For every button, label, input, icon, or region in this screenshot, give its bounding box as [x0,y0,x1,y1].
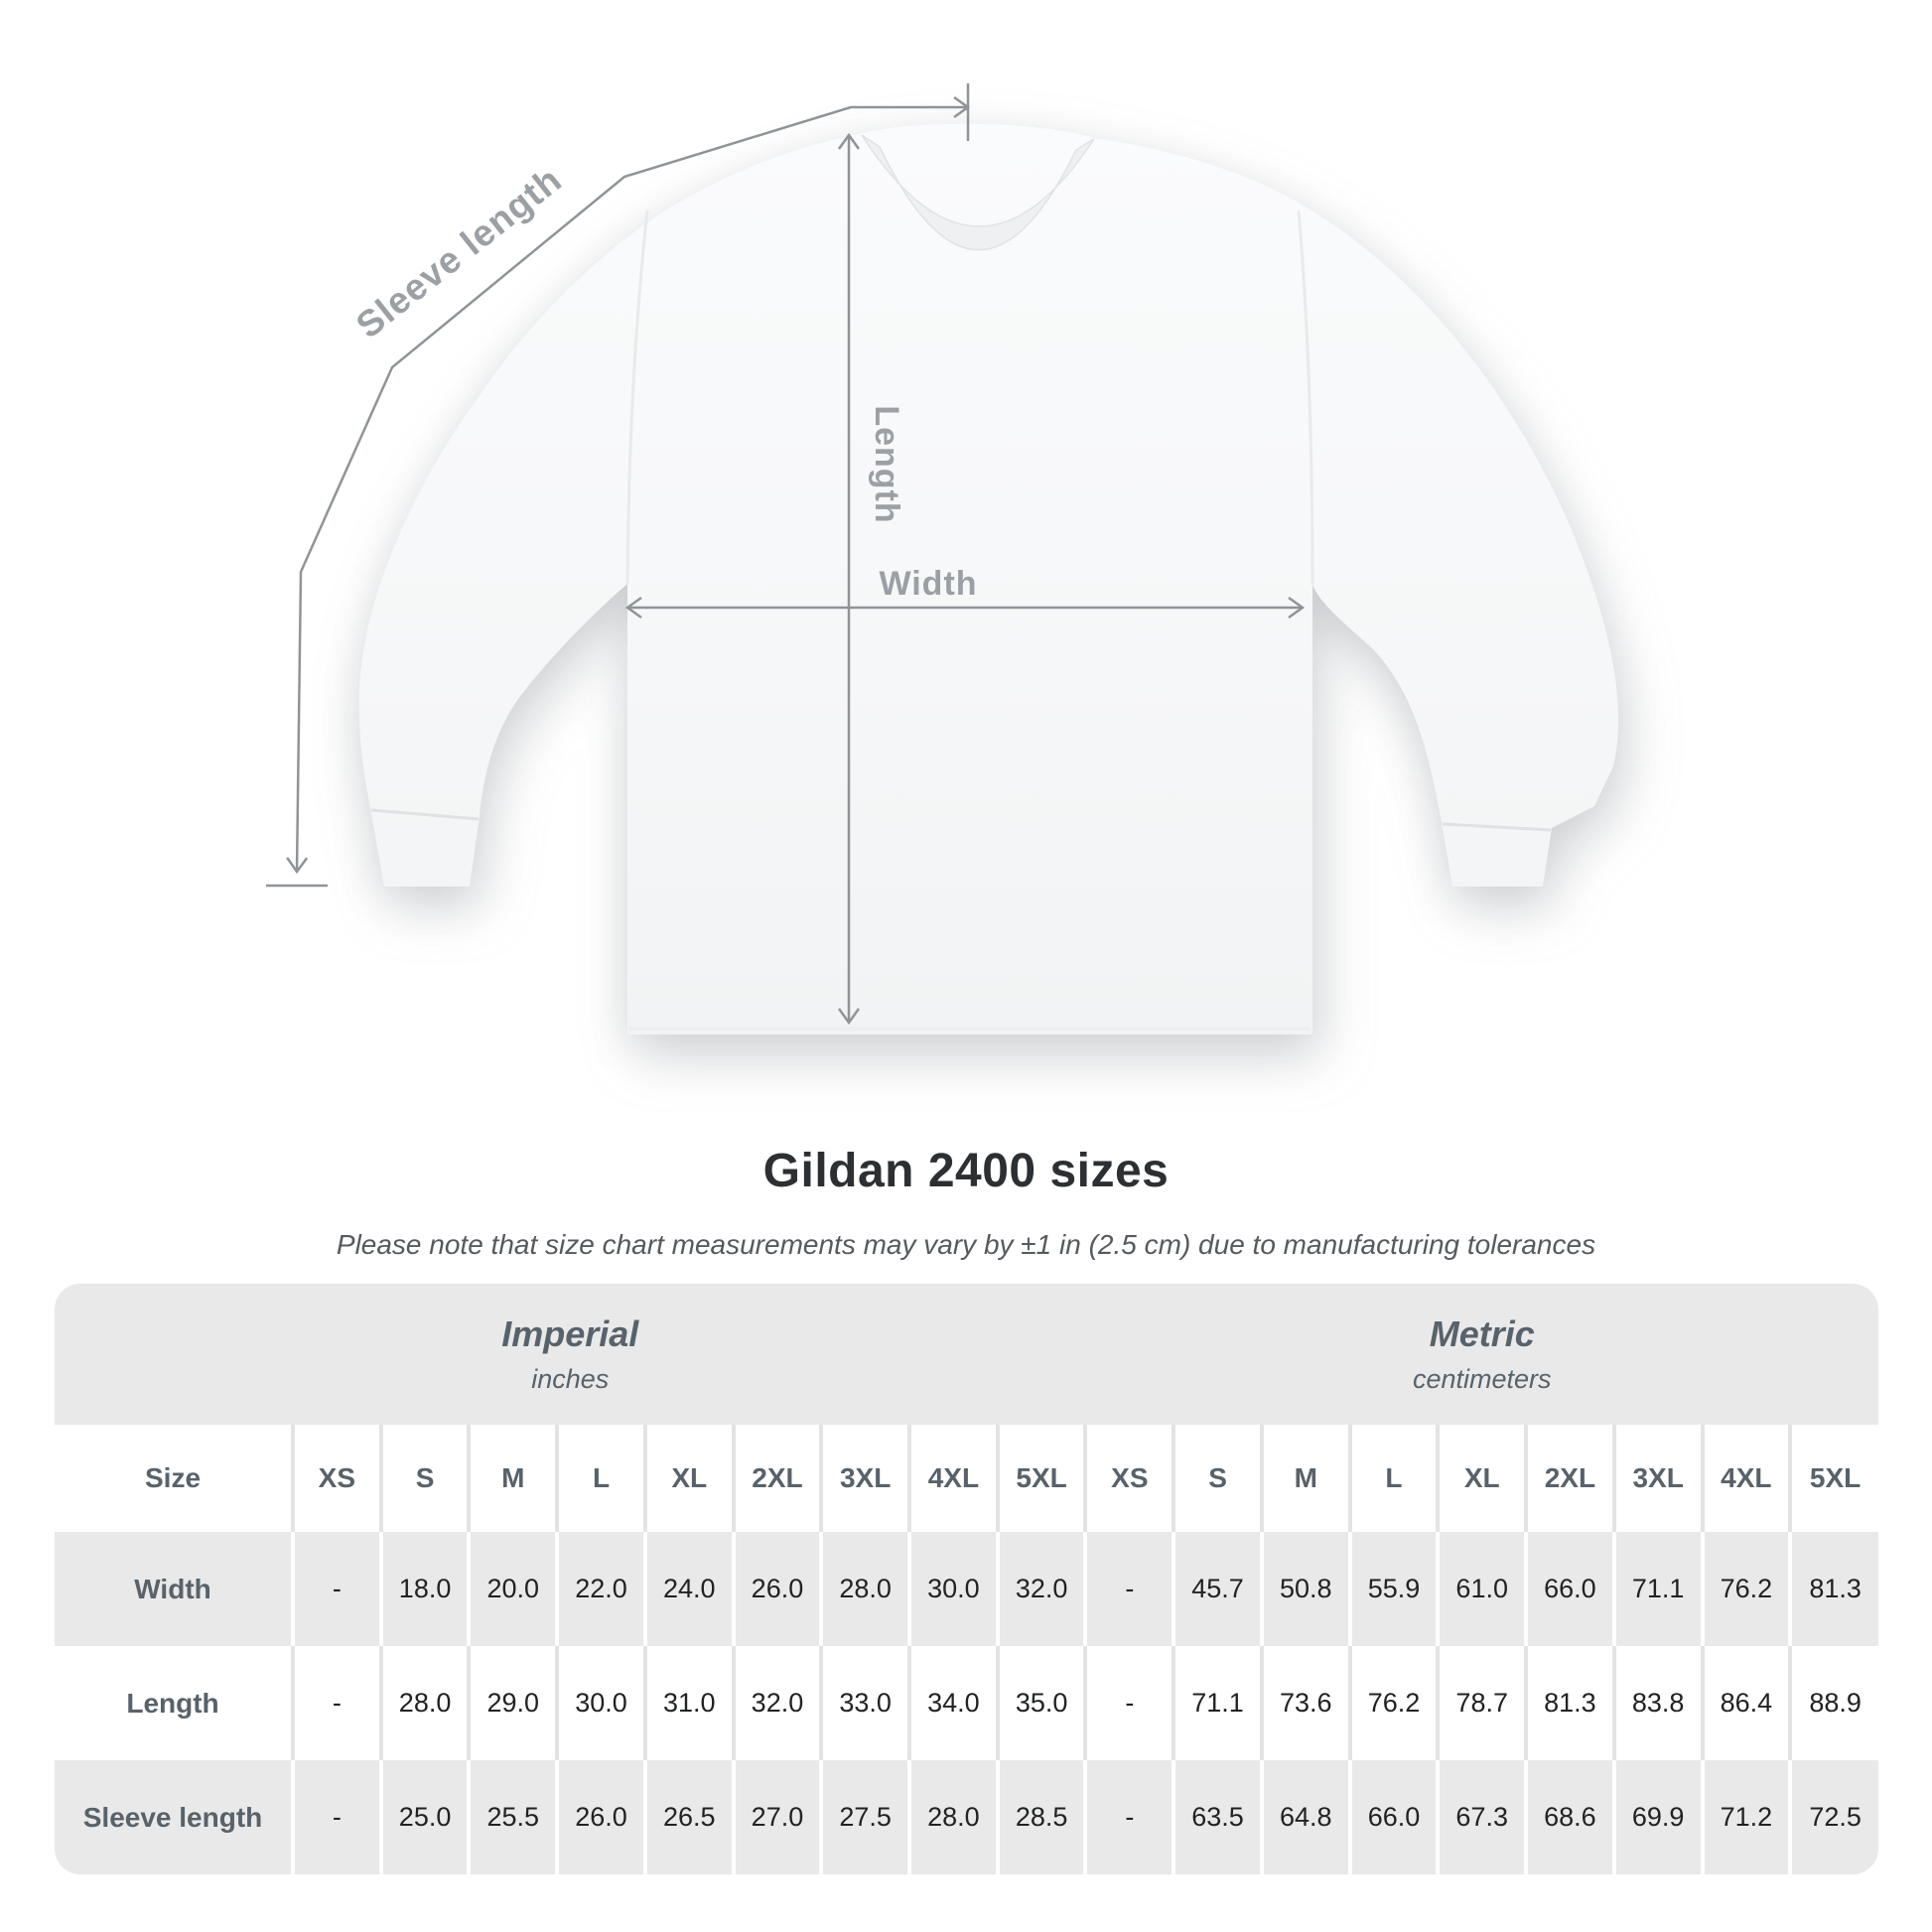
value-cell: 83.8 [1614,1646,1703,1760]
column-header-metric-m: M [1262,1425,1350,1532]
value-cell: 86.4 [1703,1646,1791,1760]
value-cell: 45.7 [1173,1532,1262,1646]
value-cell: 50.8 [1262,1532,1350,1646]
value-cell: 55.9 [1350,1532,1439,1646]
value-cell: 69.9 [1614,1760,1703,1874]
value-cell: 32.0 [734,1646,822,1760]
row-label: Length [126,1687,219,1719]
column-header-imperial-3xl: 3XL [821,1425,909,1532]
column-header-metric-xl: XL [1438,1425,1526,1532]
size-table-container [55,1284,1878,1874]
value-cell: - [293,1646,381,1760]
table-row-width [55,1532,1878,1646]
value-cell: 63.5 [1173,1760,1262,1874]
value-cell: 31.0 [645,1646,734,1760]
value-cell: 71.2 [1703,1760,1791,1874]
value-cell: - [293,1760,381,1874]
value-cell: - [1085,1646,1173,1760]
row-label: Width [134,1573,211,1604]
imperial-sublabel: inches [531,1363,610,1394]
value-cell: 34.0 [909,1646,998,1760]
column-header-imperial-l: L [557,1425,645,1532]
value-cell: 68.6 [1526,1760,1614,1874]
value-cell: 26.0 [557,1760,645,1874]
value-cell: 22.0 [557,1532,645,1646]
value-cell: 66.0 [1350,1760,1439,1874]
value-cell: 33.0 [821,1646,909,1760]
column-header-metric-xs: XS [1085,1425,1173,1532]
value-cell: 24.0 [645,1532,734,1646]
column-header-metric-5xl: 5XL [1790,1425,1878,1532]
column-header-imperial-m: M [469,1425,557,1532]
value-cell: 25.5 [469,1760,557,1874]
value-cell: 26.0 [734,1532,822,1646]
metric-group-header [1085,1284,1878,1425]
value-cell: 26.5 [645,1760,734,1874]
shirt-silhouette [359,124,1618,1035]
value-cell: 20.0 [469,1532,557,1646]
value-cell: 35.0 [998,1646,1086,1760]
value-cell: 72.5 [1790,1760,1878,1874]
column-header-imperial-4xl: 4XL [909,1425,998,1532]
value-cell: - [1085,1760,1173,1874]
column-header-metric-3xl: 3XL [1614,1425,1703,1532]
size-corner-header: Size [144,1462,202,1493]
column-header-metric-4xl: 4XL [1703,1425,1791,1532]
sleeve-length-label: Sleeve length [348,158,570,346]
value-cell: 67.3 [1438,1760,1526,1874]
column-header-imperial-xl: XL [645,1425,734,1532]
column-header-imperial-5xl: 5XL [998,1425,1086,1532]
value-cell: 18.0 [381,1532,470,1646]
value-cell: 27.0 [734,1760,822,1874]
value-cell: 61.0 [1438,1532,1526,1646]
column-header-metric-s: S [1173,1425,1262,1532]
value-cell: 88.9 [1790,1646,1878,1760]
value-cell: 76.2 [1350,1646,1439,1760]
column-header-imperial-xs: XS [293,1425,381,1532]
value-cell: - [293,1532,381,1646]
row-label: Sleeve length [82,1801,263,1833]
table-row-length [55,1646,1878,1760]
column-header-metric-l: L [1350,1425,1439,1532]
value-cell: 30.0 [557,1646,645,1760]
imperial-label: Imperial [501,1312,639,1354]
column-header-imperial-2xl: 2XL [734,1425,822,1532]
value-cell: 66.0 [1526,1532,1614,1646]
value-cell: 73.6 [1262,1646,1350,1760]
page-title: Gildan 2400 sizes [762,1145,1170,1197]
page-subtitle: Please note that size chart measurements may vary by ±1 in (2.5 cm) due to manufacturing tolerances [336,1229,1596,1260]
size-columns-row [55,1425,1878,1532]
metric-sublabel: centimeters [1412,1363,1552,1394]
value-cell: 27.5 [821,1760,909,1874]
value-cell: 76.2 [1703,1532,1791,1646]
value-cell: 28.0 [909,1760,998,1874]
value-cell: 28.0 [821,1532,909,1646]
length-label: Length [868,405,905,524]
column-header-metric-2xl: 2XL [1526,1425,1614,1532]
value-cell: 64.8 [1262,1760,1350,1874]
value-cell: 30.0 [909,1532,998,1646]
value-cell: - [1085,1532,1173,1646]
column-header-imperial-s: S [381,1425,470,1532]
value-cell: 29.0 [469,1646,557,1760]
value-cell: 81.3 [1526,1646,1614,1760]
size-table [55,1284,1878,1874]
value-cell: 78.7 [1438,1646,1526,1760]
table-row-sleeve-length [55,1760,1878,1874]
long-sleeve-shirt-illustration [359,124,1618,1035]
value-cell: 25.0 [381,1760,470,1874]
value-cell: 28.0 [381,1646,470,1760]
imperial-group-header [55,1284,1085,1425]
unit-group-row [55,1284,1878,1425]
value-cell: 71.1 [1614,1532,1703,1646]
width-label: Width [879,565,978,603]
value-cell: 71.1 [1173,1646,1262,1760]
value-cell: 81.3 [1790,1532,1878,1646]
value-cell: 28.5 [998,1760,1086,1874]
metric-label: Metric [1429,1312,1535,1354]
value-cell: 32.0 [998,1532,1086,1646]
